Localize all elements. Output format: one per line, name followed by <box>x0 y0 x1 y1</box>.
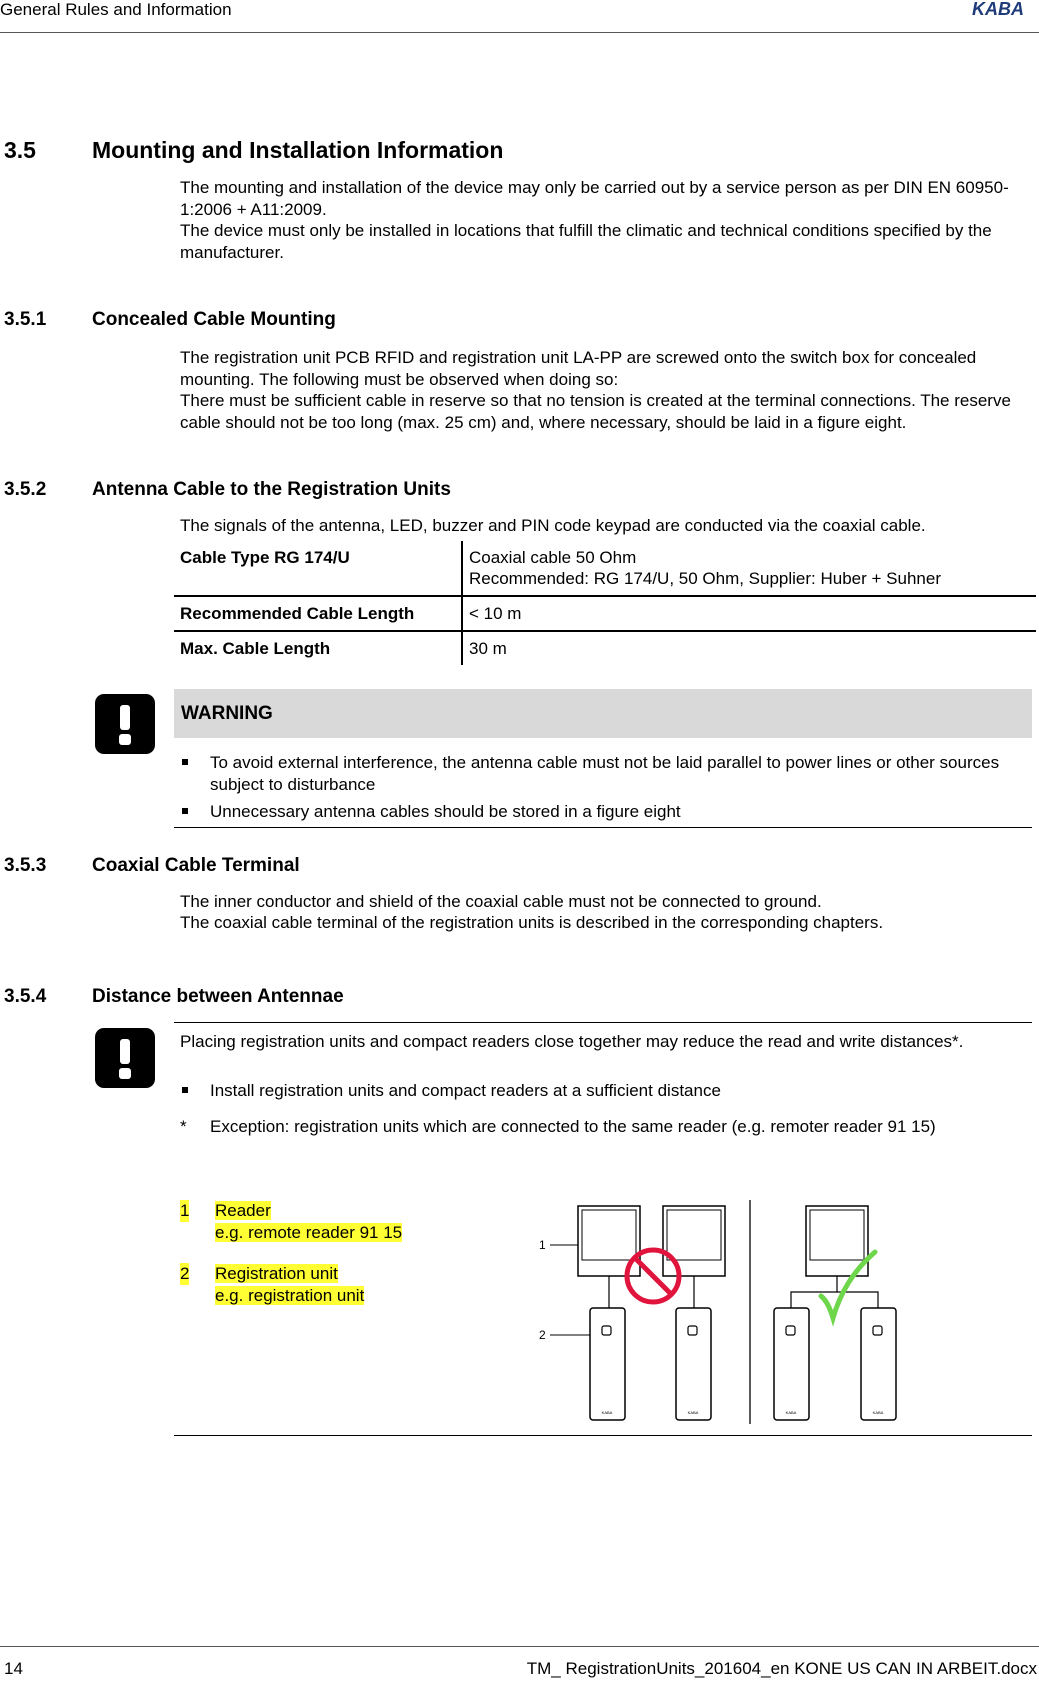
warning-title: WARNING <box>181 703 273 724</box>
subsection-number: 3.5.3 <box>4 855 47 876</box>
s351-paragraph-1: The registration unit PCB RFID and registration unit LA-PP are screwed onto the switch box for concealed mounting. The following must be observed when doing so: <box>180 348 977 389</box>
table-row <box>174 596 1036 631</box>
table-value: 30 m <box>469 639 507 658</box>
legend-number: 2 <box>180 1264 190 1283</box>
kaba-logo <box>957 0 1039 18</box>
cable-line <box>791 1276 837 1308</box>
registration-unit <box>590 1308 625 1420</box>
table-row <box>174 541 1036 596</box>
registration-unit <box>676 1308 711 1420</box>
s354-bullet-list <box>180 1080 1035 1108</box>
table-value: < 10 m <box>462 596 1036 631</box>
figure-legend <box>180 1200 402 1326</box>
list-item: Install registration units and compact readers at a sufficient distance <box>180 1080 1035 1102</box>
s352-paragraph-1: The signals of the antenna, LED, buzzer and PIN code keypad are conducted via the coaxial cable. <box>180 516 926 535</box>
subsection-title: Distance between Antennae <box>92 986 344 1007</box>
document-name: TM_ RegistrationUnits_201604_en KONE US CAN IN ARBEIT.docx <box>526 1659 1037 1678</box>
page-footer <box>0 1646 1039 1682</box>
subsection-title: Concealed Cable Mounting <box>92 309 336 330</box>
subsection-number: 3.5.4 <box>4 986 47 1007</box>
divider <box>174 827 1032 828</box>
s353-paragraph-2: The coaxial cable terminal of the registration units is described in the corresponding chapters. <box>180 913 884 932</box>
warning-box <box>174 689 1032 738</box>
legend-item <box>180 1200 402 1243</box>
unit-label: KABA <box>687 1410 699 1415</box>
table-value <box>462 541 1036 596</box>
unit-label: KABA <box>601 1410 613 1415</box>
subsection-number: 3.5.1 <box>4 309 47 330</box>
legend-line: e.g. registration unit <box>215 1285 365 1305</box>
legend-number: 1 <box>180 1201 190 1220</box>
list-item: Unnecessary antenna cables should be stored in a figure eight <box>180 801 1035 823</box>
subsection-title: Antenna Cable to the Registration Units <box>92 479 451 500</box>
table-key: Cable Type RG 174/U <box>174 541 462 596</box>
warning-bullet-list <box>180 752 1035 829</box>
registration-unit <box>774 1308 809 1420</box>
unit-label: KABA <box>872 1410 884 1415</box>
legend-line: Registration unit <box>215 1264 338 1283</box>
legend-line: e.g. remote reader 91 15 <box>215 1222 403 1242</box>
callout-2: 2 <box>539 1328 546 1342</box>
section-paragraph-2: The device must only be installed in locations that fulfill the climatic and technical conditions specified by the manufacturer. <box>180 221 992 262</box>
reader-device <box>663 1206 725 1276</box>
footnote-mark: * <box>180 1117 187 1136</box>
note-icon <box>95 1028 155 1088</box>
logo-text: KABA <box>972 0 1024 18</box>
divider <box>174 1022 1032 1023</box>
legend-item <box>180 1263 402 1306</box>
divider <box>174 1435 1032 1436</box>
section-paragraph-1: The mounting and installation of the device may only be carried out by a service person as per DIN EN 60950-1:2006 + A11:2009. <box>180 178 1009 219</box>
page-number: 14 <box>4 1659 23 1678</box>
s354-footnote <box>180 1116 1035 1138</box>
header-title: General Rules and Information <box>0 0 232 19</box>
section-number: 3.5 <box>4 137 36 163</box>
section-title: Mounting and Installation Information <box>92 137 504 163</box>
legend-line: Reader <box>215 1201 271 1220</box>
table-key: Max. Cable Length <box>174 631 462 665</box>
s354-note: Placing registration units and compact readers close together may reduce the read and write distances*. <box>180 1032 964 1051</box>
cable-spec-table <box>174 541 1036 665</box>
footnote-text: Exception: registration units which are connected to the same reader (e.g. remoter reader 91 15) <box>210 1117 936 1136</box>
table-value-line: Coaxial cable 50 Ohm <box>469 548 637 567</box>
table-row <box>174 631 1036 665</box>
list-item: To avoid external interference, the antenna cable must not be laid parallel to power lines or other sources subject to disturbance <box>180 752 1035 795</box>
callout-1: 1 <box>539 1238 546 1252</box>
registration-unit <box>861 1308 896 1420</box>
table-key: Recommended Cable Length <box>174 596 462 631</box>
subsection-number: 3.5.2 <box>4 479 47 500</box>
page-header <box>0 0 1039 33</box>
table-value-line: Recommended: RG 174/U, 50 Ohm, Supplier: Huber + Suhner <box>469 569 941 588</box>
subsection-title: Coaxial Cable Terminal <box>92 855 300 876</box>
s351-paragraph-2: There must be sufficient cable in reserve so that no tension is created at the terminal connections. The reserve cable should not be too long (max. 25 cm) and, where necessary, should be laid in a figure eight. <box>180 391 1011 432</box>
warning-icon <box>95 694 155 754</box>
s353-paragraph-1: The inner conductor and shield of the coaxial cable must not be connected to ground. <box>180 892 822 911</box>
antenna-distance-figure <box>530 1196 910 1426</box>
unit-label: KABA <box>785 1410 797 1415</box>
